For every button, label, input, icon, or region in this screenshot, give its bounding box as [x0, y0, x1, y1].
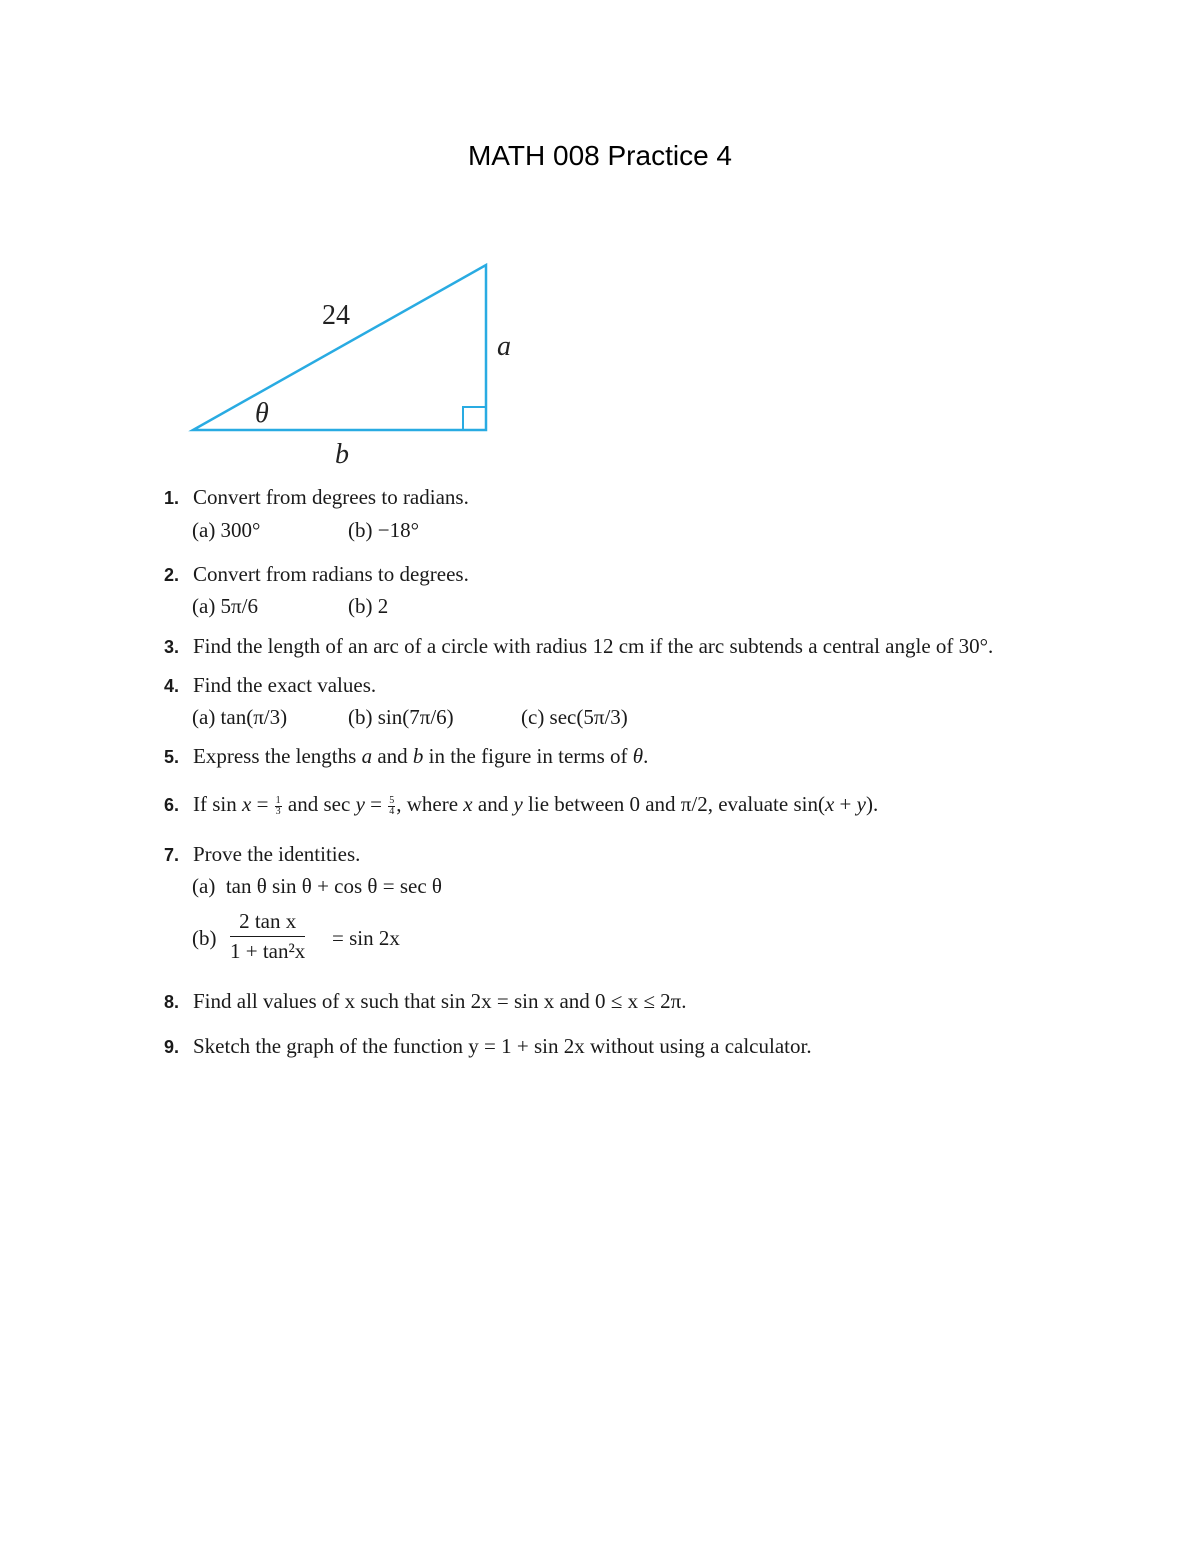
text-segment: =: [251, 792, 274, 816]
question-number: 3.: [164, 637, 180, 657]
part-label: (a): [192, 874, 216, 898]
right-angle-marker: [463, 407, 486, 430]
question-7: [164, 842, 360, 867]
text-segment: in the figure in terms of: [423, 744, 633, 768]
question-number: 1.: [164, 488, 180, 508]
part-a: (a) 5π/6: [192, 594, 258, 618]
side-a-label: a: [497, 331, 511, 362]
question-text: Find all values of x such that sin 2x = sin x and 0 ≤ x ≤ 2π.: [193, 989, 687, 1013]
question-1: [164, 485, 469, 510]
question-8: [164, 989, 686, 1014]
identity-a: tan θ sin θ + cos θ = sec θ: [225, 874, 442, 898]
identity-b-rhs: = sin 2x: [332, 926, 400, 950]
page-title: MATH 008 Practice 4: [467, 140, 733, 171]
question-text: Find the exact values.: [193, 673, 377, 697]
text-segment: and: [472, 792, 514, 816]
text-segment: If sin: [193, 792, 242, 816]
text-segment: lie between 0 and π/2, evaluate sin(: [522, 792, 825, 816]
question-2: [164, 562, 469, 587]
question-text: Convert from degrees to radians.: [193, 485, 469, 509]
text-segment: , where: [396, 792, 464, 816]
denominator: 3: [275, 805, 281, 817]
question-number: 2.: [164, 565, 180, 585]
variable-x: x: [463, 792, 473, 816]
question-number: 9.: [164, 1037, 180, 1057]
variable-b: b: [412, 744, 424, 768]
question-9: [164, 1034, 812, 1059]
question-4: [164, 673, 376, 698]
question-number: 8.: [164, 992, 180, 1012]
question-number: 6.: [164, 795, 180, 815]
part-a: (a) tan(π/3): [192, 705, 288, 729]
question-text: Convert from radians to degrees.: [193, 562, 469, 586]
part-a: (a) 300°: [192, 518, 261, 542]
fraction-five-fourths: [388, 796, 395, 817]
question-3: [164, 634, 993, 659]
side-b-label: b: [335, 439, 349, 470]
part-b: (b) −18°: [348, 518, 419, 542]
question-number: 4.: [164, 676, 180, 696]
question-text: Sketch the graph of the function y = 1 + sin 2x without using a calculator.: [193, 1034, 812, 1058]
part-c: (c) sec(5π/3): [521, 705, 628, 729]
variable-y: y: [513, 792, 523, 816]
question-5: [164, 744, 648, 769]
question-1-parts: [192, 518, 419, 542]
variable-a: a: [361, 744, 373, 768]
text-segment: +: [834, 792, 857, 816]
question-number: 5.: [164, 747, 180, 767]
question-number: 7.: [164, 845, 180, 865]
question-text: Find the length of an arc of a circle with radius 12 cm if the arc subtends a central angle of 30°.: [193, 634, 994, 658]
variable-y: y: [856, 792, 866, 816]
text-segment: and sec: [282, 792, 356, 816]
text-segment: and: [372, 744, 413, 768]
question-4-parts: [192, 705, 628, 729]
numerator: 1: [275, 794, 281, 806]
theta-label: θ: [255, 398, 269, 429]
question-2-parts: [192, 594, 388, 618]
question-7-part-b-label: (b): [192, 926, 217, 950]
triangle-figure: [0, 0, 1200, 480]
hypotenuse-label: 24: [322, 300, 350, 331]
part-b: (b) 2: [348, 594, 389, 618]
denominator: 4: [389, 805, 395, 817]
question-7-part-a: [192, 874, 442, 898]
text-segment: ).: [865, 792, 879, 816]
text-segment: Express the lengths: [193, 744, 362, 768]
identity-b-fraction: [230, 909, 305, 964]
variable-y: y: [355, 792, 365, 816]
fraction-one-third: [275, 796, 282, 817]
right-triangle: [193, 265, 486, 430]
variable-x: x: [824, 792, 835, 816]
text-segment: =: [364, 792, 388, 816]
variable-theta: θ: [632, 744, 644, 768]
variable-x: x: [242, 792, 252, 816]
part-b: (b) sin(7π/6): [348, 705, 454, 729]
numerator: 2 tan x: [230, 909, 305, 937]
numerator: 5: [389, 794, 395, 806]
question-6: [164, 792, 878, 817]
text-segment: .: [643, 744, 649, 768]
question-text: Prove the identities.: [193, 842, 361, 866]
denominator: 1 + tan²x: [230, 939, 306, 963]
